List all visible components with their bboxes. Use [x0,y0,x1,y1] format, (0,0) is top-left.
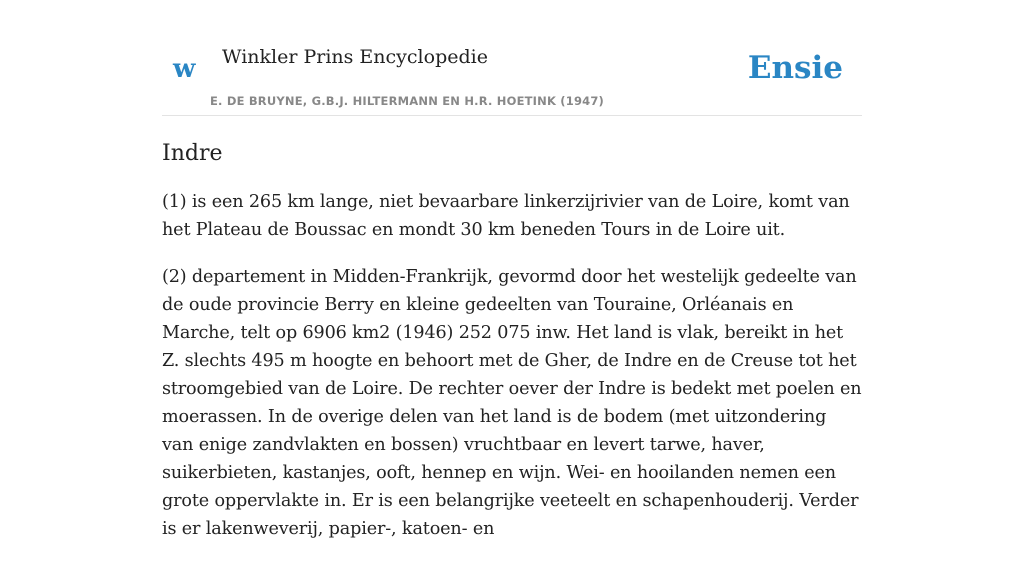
article-title: Indre [162,141,223,166]
article-paragraph-1: (1) is een 265 km lange, niet bevaarbare linkerzijrivier van de Loire, komt van het Plateau de Boussac en mondt 30 km beneden Tours in de Loire uit. [162,192,850,240]
article-paragraph-2: (2) departement in Midden-Frankrijk, gevormd door het westelijk gedeelte van de oude provincie Berry en kleine gedeelten van Touraine, Orléanais en Marche, telt op 6906 km2 (1946) 252 075 inw. Het land is vlak, bereikt in het Z. slechts 495 m hoogte en behoort met de Gher, de Indre en de Creuse tot het stroomgebied van de Loire. De rechter oever der Indre is bedekt met poelen en moerassen. In de overige delen van het land is de bodem (met uitzondering van enige zandvlakten en bossen) vruchtbaar en levert tarwe, haver, suikerbieten, kastanjes, ooft, hennep en wijn. Wei- en hooilanden nemen een grote oppervlakte in. Er is een belangrijke veeteelt en schapenhouderij. Verder is er lakenweverij, papier-, katoen- en [162,267,862,539]
brand-logo[interactable]: Ensie [747,50,843,86]
byline: E. DE BRUYNE, G.B.J. HILTERMANN EN H.R. HOETINK (1947) [210,94,605,108]
site-title: Winkler Prins Encyclopedie [222,46,488,68]
site-logo[interactable]: w [173,54,196,84]
article [162,138,862,562]
header [162,30,862,116]
